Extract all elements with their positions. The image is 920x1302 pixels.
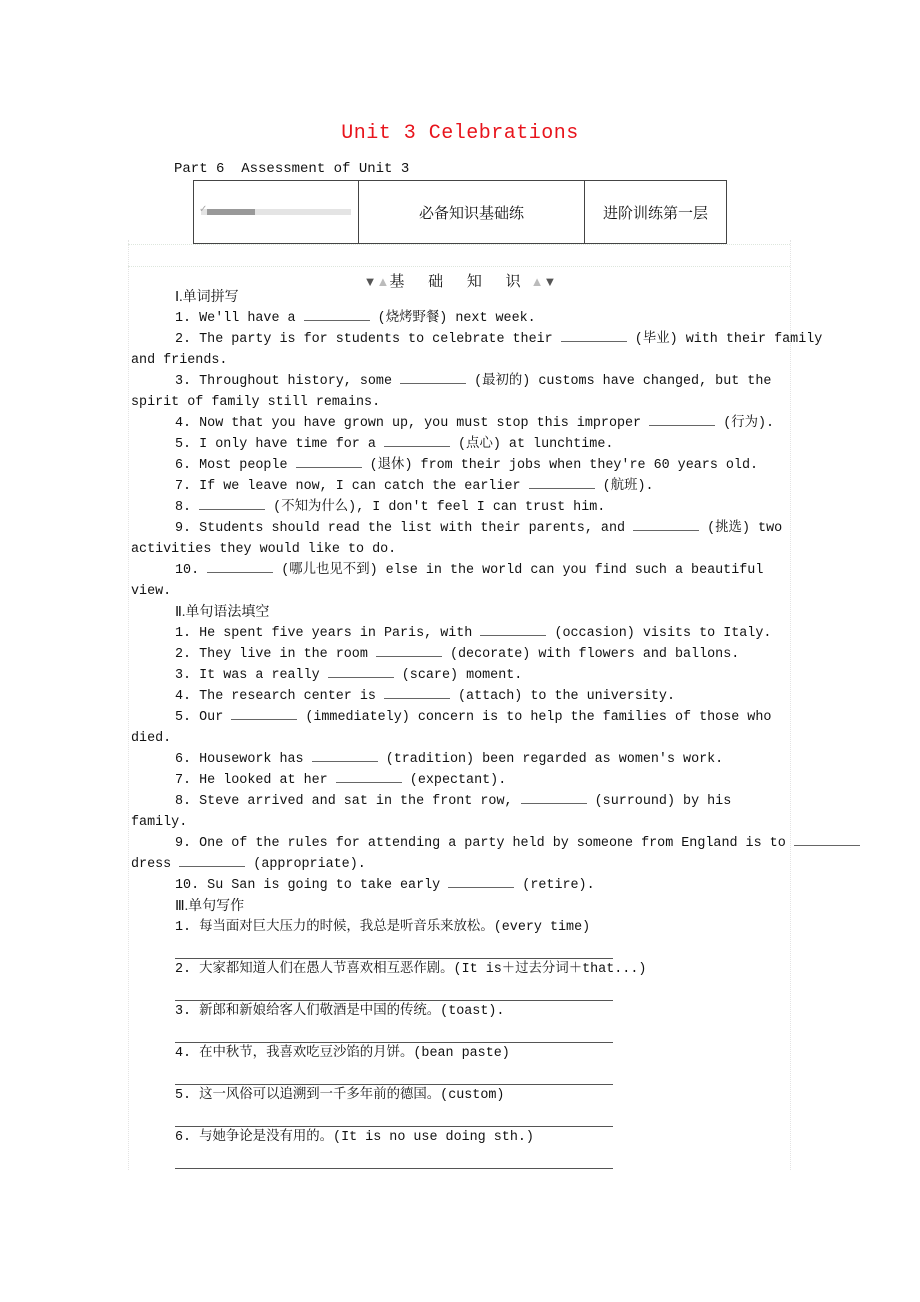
exercise-item — [131, 413, 791, 434]
exercise-item — [131, 518, 791, 539]
part-subtitle: Part 6 Assessment of Unit 3 — [174, 161, 410, 177]
item-text-cont: died. — [131, 731, 172, 746]
answer-blank[interactable] — [336, 770, 402, 783]
item-hint: (attach) — [458, 689, 523, 704]
item-number: 8. — [175, 500, 192, 515]
item-hint: (航班). — [602, 479, 654, 494]
exercise-item — [131, 875, 791, 896]
item-text-after: else in the world can you find such a beautiful — [385, 563, 764, 578]
item-hint: (scare) — [401, 668, 459, 683]
answer-blank[interactable] — [400, 371, 466, 384]
item-text-cont: family. — [131, 815, 188, 830]
translation-item — [131, 917, 791, 938]
item-prompt: 新郎和新娘给客人们敬酒是中国的传统。(toast). — [199, 1004, 505, 1019]
item-number: 5. — [175, 437, 192, 452]
item-number: 5. — [175, 1088, 192, 1103]
item-hint: (decorate) — [449, 647, 531, 662]
item-text-after: with flowers and ballons. — [538, 647, 740, 662]
item-hint: (occasion) — [554, 626, 635, 641]
translation-item — [131, 1127, 791, 1148]
triangle-down-icon: ▼ — [543, 274, 557, 289]
header-cell-image — [194, 181, 359, 244]
item-text-before: If we leave now, I can catch the earlier — [199, 479, 521, 494]
item-number: 2. — [175, 332, 192, 347]
item-number: 9. — [175, 836, 192, 851]
answer-blank[interactable] — [794, 833, 860, 846]
item-text-before: Our — [199, 710, 224, 725]
exercise-item-continuation — [131, 728, 791, 749]
item-prompt: 每当面对巨大压力的时候，我总是听音乐来放松。(every time) — [199, 920, 591, 935]
section-band-label: 基 础 知 识 — [389, 274, 531, 290]
exercise-item — [131, 371, 791, 392]
item-hint: (退休) — [369, 458, 413, 473]
section3-heading: Ⅲ.单句写作 — [175, 899, 245, 914]
item-text-cont: activities they would like to do. — [131, 542, 397, 557]
answer-blank[interactable] — [529, 476, 595, 489]
triangle-up-icon: ▲ — [376, 274, 390, 289]
item-number: 10. — [175, 878, 200, 893]
item-text-cont: and friends. — [131, 353, 228, 368]
item-text-before: Su San is going to take early — [207, 878, 441, 893]
item-text-cont: spirit of family still remains. — [131, 395, 381, 410]
triangle-up-icon: ▲ — [530, 274, 544, 289]
answer-blank[interactable] — [179, 854, 245, 867]
check-icon: ✓ — [199, 204, 208, 216]
answer-line-input[interactable] — [175, 938, 613, 959]
item-hint: (retire). — [522, 878, 595, 893]
item-prompt: 与她争论是没有用的。(It is no use doing sth.) — [199, 1130, 534, 1145]
item-hint: (行为). — [723, 416, 775, 431]
item-number: 6. — [175, 458, 192, 473]
answer-line-input[interactable] — [175, 980, 613, 1001]
item-text-before: Housework has — [199, 752, 304, 767]
answer-blank[interactable] — [199, 497, 265, 510]
item-text-before: Most people — [199, 458, 288, 473]
exercise-item-continuation — [131, 350, 791, 371]
item-hint: (毕业) — [634, 332, 678, 347]
exercise-item — [131, 476, 791, 497]
triangle-down-icon: ▼ — [363, 274, 377, 289]
item-text-after: two — [758, 521, 783, 536]
item-number: 2. — [175, 647, 192, 662]
exercise-item — [131, 707, 791, 728]
item-number: 6. — [175, 752, 192, 767]
item-text-before: Students should read the list with their parents, and — [199, 521, 626, 536]
item-text-after: at lunchtime. — [508, 437, 614, 452]
answer-blank[interactable] — [304, 308, 370, 321]
header-cell-basic-practice: 必备知识基础练 — [359, 181, 585, 244]
item-text-before: They live in the room — [199, 647, 368, 662]
item-text-before: One of the rules for attending a party held by someone from England is to — [199, 836, 786, 851]
item-text-after: with their family — [685, 332, 823, 347]
exercise-item — [131, 497, 791, 518]
item-text-after: from their jobs when they're 60 years old. — [420, 458, 759, 473]
exercise-item-continuation — [131, 812, 791, 833]
item-number: 9. — [175, 521, 192, 536]
translation-item — [131, 1001, 791, 1022]
item-number: 7. — [175, 773, 192, 788]
section1-heading: Ⅰ.单词拼写 — [175, 290, 239, 305]
item-text-before: Throughout history, some — [199, 374, 392, 389]
exercise-item — [131, 749, 791, 770]
exercise-item-continuation — [131, 854, 791, 875]
item-hint: (expectant). — [409, 773, 507, 788]
item-number: 1. — [175, 311, 192, 326]
item-text-before: Now that you have grown up, you must stop this improper — [199, 416, 642, 431]
item-number: 5. — [175, 710, 192, 725]
item-hint: (哪儿也见不到) — [281, 563, 378, 578]
item-number: 7. — [175, 479, 192, 494]
exercise-item-continuation — [131, 581, 791, 602]
item-hint: (不知为什么), — [273, 500, 365, 515]
item-number: 6. — [175, 1130, 192, 1145]
item-hint: (烧烤野餐) — [377, 311, 448, 326]
exercise-item — [131, 770, 791, 791]
item-text-after: to the university. — [530, 689, 676, 704]
exercise-item-continuation — [131, 392, 791, 413]
exercise-item — [131, 308, 791, 329]
answer-blank[interactable] — [328, 665, 394, 678]
answer-blank[interactable] — [521, 791, 587, 804]
item-text-before: He spent five years in Paris, with — [199, 626, 473, 641]
document-title: Unit 3 Celebrations — [341, 122, 579, 145]
item-text-before: We'll have a — [199, 311, 296, 326]
item-hint: (挑选) — [707, 521, 750, 536]
item-text-before: He looked at her — [199, 773, 328, 788]
item-text-before: The research center is — [199, 689, 376, 704]
translation-item — [131, 1085, 791, 1106]
item-text-after: visits to Italy. — [642, 626, 772, 641]
item-number: 4. — [175, 689, 192, 704]
item-text-after: concern is to help the families of those who — [417, 710, 772, 725]
item-text-cont: view. — [131, 584, 172, 599]
item-hint: (immediately) — [305, 710, 410, 725]
item-prompt: 大家都知道人们在愚人节喜欢相互恶作剧。(It is＋过去分词＋that...) — [199, 962, 647, 977]
exercise-item — [131, 791, 791, 812]
exercise-item — [131, 434, 791, 455]
answer-blank[interactable] — [561, 329, 627, 342]
answer-blank[interactable] — [384, 686, 450, 699]
answer-blank[interactable] — [207, 560, 273, 573]
item-hint: (surround) — [594, 794, 675, 809]
item-text-after: I don't feel I can trust him. — [372, 500, 606, 515]
translation-item — [131, 1043, 791, 1064]
answer-blank[interactable] — [480, 623, 546, 636]
item-prompt: 在中秋节，我喜欢吃豆沙馅的月饼。(bean paste) — [199, 1046, 510, 1061]
exercise-item-continuation — [131, 539, 791, 560]
answer-blank[interactable] — [376, 644, 442, 657]
exercise-body — [131, 287, 823, 1169]
answer-blank[interactable] — [296, 455, 362, 468]
item-text-before: The party is for students to celebrate their — [199, 332, 553, 347]
item-hint: (最初的) — [474, 374, 531, 389]
exercise-item — [131, 560, 791, 581]
exercise-item — [131, 833, 791, 854]
section2-heading: Ⅱ.单句语法填空 — [175, 605, 270, 620]
item-hint: (tradition) — [385, 752, 475, 767]
answer-blank[interactable] — [633, 518, 699, 531]
answer-blank[interactable] — [312, 749, 378, 762]
translation-item — [131, 959, 791, 980]
item-text-after: moment. — [466, 668, 523, 683]
item-number: 4. — [175, 1046, 192, 1061]
header-cell-advanced-practice: 进阶训练第一层 — [585, 181, 727, 244]
answer-blank[interactable] — [448, 875, 514, 888]
answer-line-input[interactable] — [175, 1064, 613, 1085]
item-number: 2. — [175, 962, 192, 977]
item-number: 3. — [175, 374, 192, 389]
answer-line-input[interactable] — [175, 1022, 613, 1043]
item-number: 10. — [175, 563, 200, 578]
answer-line-input[interactable] — [175, 1148, 613, 1169]
item-number: 3. — [175, 1004, 192, 1019]
item-number: 3. — [175, 668, 192, 683]
answer-line-input[interactable] — [175, 1106, 613, 1127]
exercise-item — [131, 455, 791, 476]
exercise-item — [131, 623, 791, 644]
answer-blank[interactable] — [649, 413, 715, 426]
header-table — [193, 180, 727, 244]
exercise-item — [131, 686, 791, 707]
item-hint: (点心) — [458, 437, 501, 452]
item-text-before: Steve arrived and sat in the front row, — [199, 794, 513, 809]
item-text-after: been regarded as women's work. — [482, 752, 724, 767]
answer-blank[interactable] — [384, 434, 450, 447]
item-text-after: customs have changed, but the — [538, 374, 772, 389]
exercise-item — [131, 665, 791, 686]
item-number: 1. — [175, 626, 192, 641]
item-hint: (appropriate). — [253, 857, 366, 872]
exercise-item — [131, 329, 823, 350]
item-text-after: by his — [683, 794, 732, 809]
exercise-item — [131, 644, 791, 665]
answer-blank[interactable] — [231, 707, 297, 720]
item-prompt: 这一风俗可以追溯到一千多年前的德国。(custom) — [199, 1088, 505, 1103]
item-number: 1. — [175, 920, 192, 935]
item-text-before: I only have time for a — [199, 437, 376, 452]
margin-guide-left — [128, 240, 130, 1170]
item-text-after: next week. — [455, 311, 536, 326]
item-number: 8. — [175, 794, 192, 809]
item-text-cont: dress — [131, 857, 172, 872]
item-number: 4. — [175, 416, 192, 431]
item-text-before: It was a really — [199, 668, 320, 683]
progress-bar-image-icon — [199, 204, 351, 216]
